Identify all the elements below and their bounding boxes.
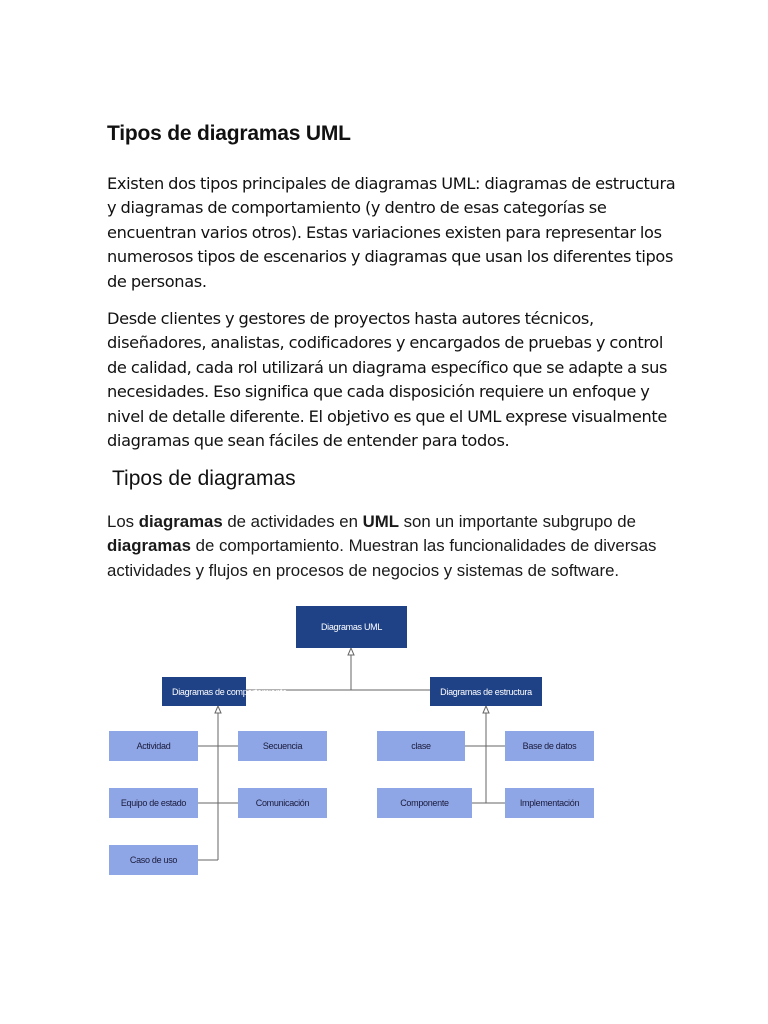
box-base-datos: Base de datos — [505, 731, 594, 761]
box-caso-uso: Caso de uso — [109, 845, 198, 875]
box-equipo-estado: Equipo de estado — [109, 788, 198, 818]
inheritance-arrow-root — [348, 648, 354, 655]
box-implementacion: Implementación — [505, 788, 594, 818]
inheritance-arrow-structure — [483, 706, 489, 713]
p3-text-4: de comportamiento. Muestran las funcionalidades de diversas actividades y flujos en procesos de negocios y sistemas de software. — [107, 536, 657, 580]
box-diagramas-comportamiento: Diagramas de comportamiento — [162, 677, 246, 706]
p3-bold-2: UML — [362, 512, 399, 531]
box-componente: Componente — [377, 788, 472, 818]
box-clase: clase — [377, 731, 465, 761]
p3-bold-3: diagramas — [107, 536, 191, 556]
p3-text-1: Los — [107, 512, 139, 531]
p3-bold-1: diagramas — [138, 512, 223, 531]
heading-diagram-types: Tipos de diagramas — [112, 467, 296, 490]
paragraph-roles: Desde clientes y gestores de proyectos hasta autores técnicos, diseñadores, analistas, codificadores y encargados de pruebas y control de calidad, cada rol utilizará un diagrama específico que se adapte a sus necesidades. Eso significa que cada disposición requiere un enfoque y nivel de detalle diferente. El objetivo es que el UML exprese visualmente diagramas que sean fáciles de entender para todos. — [107, 309, 668, 451]
box-diagramas-estructura: Diagramas de estructura — [430, 677, 542, 706]
p3-text-2: de actividades en — [222, 512, 363, 531]
box-secuencia: Secuencia — [238, 731, 327, 761]
paragraph-intro: Existen dos tipos principales de diagramas UML: diagramas de estructura y diagramas de comportamiento (y dentro de esas categorías se encuentran varios otros). Estas variaciones existen para representar los numerosos tipos de escenarios y diagramas que usan los diferentes tipos de personas. — [107, 174, 676, 291]
p3-text-3: son un importante subgrupo de — [398, 512, 636, 531]
inheritance-arrow-behavior — [215, 706, 221, 713]
box-actividad: Actividad — [109, 731, 198, 761]
box-diagramas-uml: Diagramas UML — [296, 606, 407, 648]
box-comunicacion: Comunicación — [238, 788, 327, 818]
heading-uml-types: Tipos de diagramas UML — [107, 122, 351, 145]
